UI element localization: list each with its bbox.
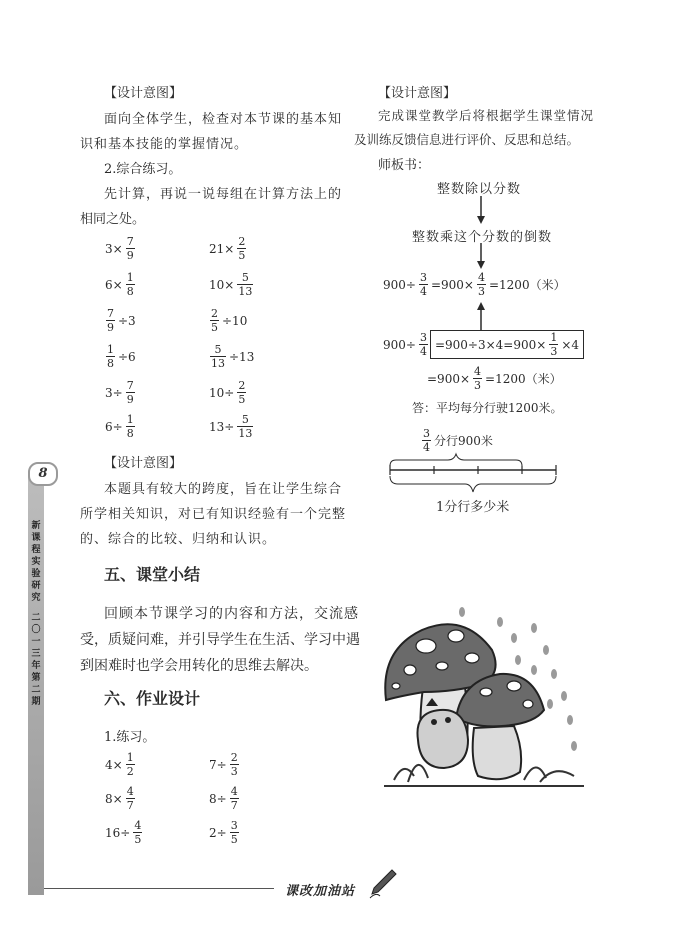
section-5-heading: 五、课堂小结 [104,565,201,584]
segment-diagram [386,450,562,498]
homework-item-1: 1.练习。 [104,730,156,745]
paragraph-4-line-3: 到困难时也学会用转化的思维去解决。 [80,658,318,674]
board-title: 师板书： [378,158,431,173]
mushroom-illustration [374,600,594,800]
footer-label: 课改加油站 [285,884,356,899]
design-intent-label-1: 【设计意图】 [104,86,183,101]
exercise-2a: 6× $\frac{1}{8}$ [105,271,134,298]
exercise-2b: 10× $\frac{5}{13}$ [209,271,253,298]
homework-3a: 16÷ $\frac{4}{5}$ [105,819,142,846]
equation-1: 900÷ $\frac{3}{4}$ =900× $\frac{4}{3}$ =1200（米） [383,271,566,298]
exercise-3a: $\frac{7}{9}$ ÷3 [107,307,136,334]
journal-name: 新课程实验研究 [31,521,41,603]
paragraph-4-line-1: 回顾本节课学习的内容和方法，交流感 [104,606,359,622]
answer-text: 答：平均每分行驶1200米。 [412,401,563,415]
homework-2a: 8× $\frac{4}{7}$ [105,785,134,812]
paragraph-3-line-2: 所学相关知识，对已有知识经验有一个完整 [80,507,347,522]
exercise-5a: 3÷ $\frac{7}{9}$ [105,379,134,406]
exercise-4a: $\frac{1}{8}$ ÷6 [107,343,136,370]
equation-2: 900÷ $\frac{3}{4}$ =900÷3×4=900× $\frac{1}{3}$ ×4 [382,330,584,359]
paragraph-2-line-1: 先计算，再说一说每组在计算方法上的 [104,187,343,202]
journal-issue: 二〇一三年第二期 [31,613,41,707]
paragraph-1-line-2: 识和基本技能的掌握情况。 [80,137,249,152]
equation-3: =900× $\frac{4}{3}$ =1200（米） [427,365,562,392]
paragraph-4-line-2: 受，质疑问难，并引导学生在生活、学习中遇 [80,632,360,648]
exercise-5b: 10÷ $\frac{2}{5}$ [209,379,246,406]
exercise-6a: 6÷ $\frac{1}{8}$ [105,413,134,440]
homework-2b: 8÷ $\frac{4}{7}$ [209,785,238,812]
footer-rule [44,888,274,889]
exercise-4b: $\frac{5}{13}$ ÷13 [211,343,255,370]
exercise-3b: $\frac{2}{5}$ ÷10 [211,307,248,334]
page-number: 8 [28,462,58,486]
flow-arrow-down-1 [476,196,486,224]
item-2-title: 2.综合练习。 [104,162,182,177]
paragraph-2-line-2: 相同之处。 [80,212,146,227]
section-6-heading: 六、作业设计 [104,689,201,708]
flow-arrow-down-2 [476,243,486,269]
paragraph-3-line-3: 的、综合的比较、归纳和认识。 [80,532,277,547]
design-intent-label-2: 【设计意图】 [104,456,183,471]
paragraph-1-line-1: 面向全体学生，检查对本节课的基本知 [104,112,343,127]
right-paragraph-line-2: 及训练反馈信息进行评价、反思和总结。 [354,132,580,147]
exercise-1a: 3× $\frac{7}{9}$ [105,235,134,262]
right-paragraph-line-1: 完成课堂教学后将根据学生课堂情况 [378,108,595,123]
flow-step-1: 整数除以分数 [437,182,522,197]
homework-1a: 4× $\frac{1}{2}$ [105,751,134,778]
flow-step-2: 整数乘这个分数的倒数 [412,230,553,245]
design-intent-label-3: 【设计意图】 [378,86,457,101]
paragraph-3-line-1: 本题具有较大的跨度，旨在让学生综合 [104,482,343,497]
homework-1b: 7÷ $\frac{2}{3}$ [209,751,238,778]
exercise-1b: 21× $\frac{2}{5}$ [209,235,246,262]
segment-top-label: $\frac{3}{4}$ 分行900米 [423,427,493,454]
exercise-6b: 13÷ $\frac{5}{13}$ [209,413,253,440]
homework-3b: 2÷ $\frac{3}{5}$ [209,819,238,846]
boxed-expression: =900÷3×4=900× $\frac{1}{3}$ ×4 [430,330,584,359]
pen-icon [366,868,398,900]
segment-bottom-label: 1分行多少米 [436,500,510,515]
flow-arrow-up [476,300,486,330]
